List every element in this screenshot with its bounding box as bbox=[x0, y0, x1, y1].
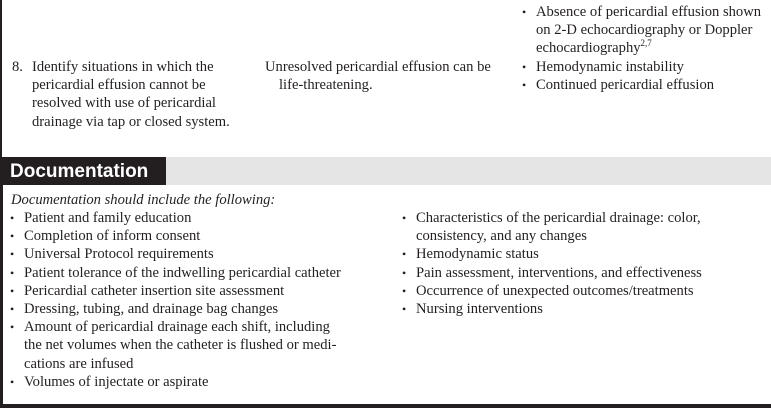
list-item bbox=[9, 227, 379, 245]
procedure-step-row bbox=[0, 0, 771, 157]
bullet-icon: • bbox=[402, 283, 407, 298]
bullet-icon: • bbox=[10, 211, 15, 225]
bullet-icon: • bbox=[402, 211, 407, 225]
item-text: Pain assessment, interventions, and effectiveness bbox=[416, 264, 702, 281]
bullet-icon: • bbox=[10, 374, 15, 389]
documentation-right-column bbox=[401, 209, 771, 318]
list-item bbox=[9, 264, 379, 282]
list-item bbox=[401, 264, 771, 282]
section-header-band bbox=[0, 157, 771, 185]
bullet-icon: • bbox=[522, 5, 527, 19]
item-text: Characteristics of the pericardial drainage: color, consistency, and any changes bbox=[416, 210, 701, 245]
bullet-icon: • bbox=[10, 283, 15, 298]
item-text: Pericardial catheter insertion site assessment bbox=[24, 282, 285, 299]
step-action-cell bbox=[12, 58, 257, 131]
bullet-icon: • bbox=[10, 247, 15, 262]
expected-outcomes-cell bbox=[521, 3, 771, 94]
list-item bbox=[9, 282, 379, 300]
item-text: Hemodynamic status bbox=[416, 246, 539, 263]
item-text: Completion of inform consent bbox=[24, 228, 201, 245]
list-item bbox=[401, 245, 771, 263]
documentation-left-list bbox=[9, 209, 379, 391]
documentation-box bbox=[0, 185, 771, 408]
item-text: Dressing, tubing, and drainage bag changes bbox=[24, 301, 279, 318]
list-item bbox=[401, 282, 771, 300]
bullet-icon: • bbox=[402, 265, 407, 280]
list-item bbox=[521, 58, 771, 76]
list-item bbox=[9, 209, 379, 227]
item-text: Patient tolerance of the indwelling pericardial catheter bbox=[24, 264, 341, 281]
list-item bbox=[521, 76, 771, 94]
list-item bbox=[9, 318, 379, 373]
item-text: Occurrence of unexpected outcomes/treatments bbox=[416, 282, 694, 299]
item-text: Nursing interventions bbox=[416, 301, 543, 318]
outcome-text: Hemodynamic instability bbox=[536, 58, 684, 75]
reference-superscript: 2,7 bbox=[640, 38, 652, 49]
bullet-icon: • bbox=[10, 229, 15, 244]
list-item bbox=[401, 209, 771, 245]
bullet-icon: • bbox=[402, 247, 407, 262]
list-item bbox=[401, 300, 771, 318]
expected-outcomes-list bbox=[521, 3, 771, 94]
bullet-icon: • bbox=[10, 320, 15, 335]
documentation-left-column bbox=[9, 209, 379, 391]
item-text: Volumes of injectate or aspirate bbox=[24, 373, 209, 390]
list-item bbox=[9, 300, 379, 318]
bullet-icon: • bbox=[402, 302, 407, 317]
item-text: Amount of pericardial drainage each shift, including the net volumes when the catheter is flushed or medi-cations are infused bbox=[24, 319, 337, 372]
outcome-text: Continued pericardial effusion bbox=[536, 76, 715, 93]
section-title: Documentation bbox=[0, 157, 166, 185]
documentation-intro: Documentation should include the following: bbox=[11, 192, 276, 208]
list-item bbox=[521, 3, 771, 58]
bullet-icon: • bbox=[522, 59, 527, 74]
item-text: Universal Protocol requirements bbox=[24, 246, 214, 263]
step-number: 8. bbox=[12, 59, 23, 75]
list-item bbox=[9, 245, 379, 263]
step-action-text: Identify situations in which the pericardial effusion cannot be resolved with use of pericardial drainage via tap or closed system. bbox=[32, 59, 230, 130]
bullet-icon: • bbox=[10, 265, 15, 280]
step-rationale: Unresolved pericardial effusion can be life-threatening. bbox=[265, 59, 491, 94]
bullet-icon: • bbox=[10, 302, 15, 317]
bullet-icon: • bbox=[522, 77, 527, 92]
documentation-right-list bbox=[401, 209, 771, 318]
list-item bbox=[9, 373, 379, 391]
item-text: Patient and family education bbox=[24, 210, 192, 226]
outcome-text: Absence of pericardial effusion shown on 2-D echocardiography or Doppler echocardiography bbox=[536, 4, 762, 57]
